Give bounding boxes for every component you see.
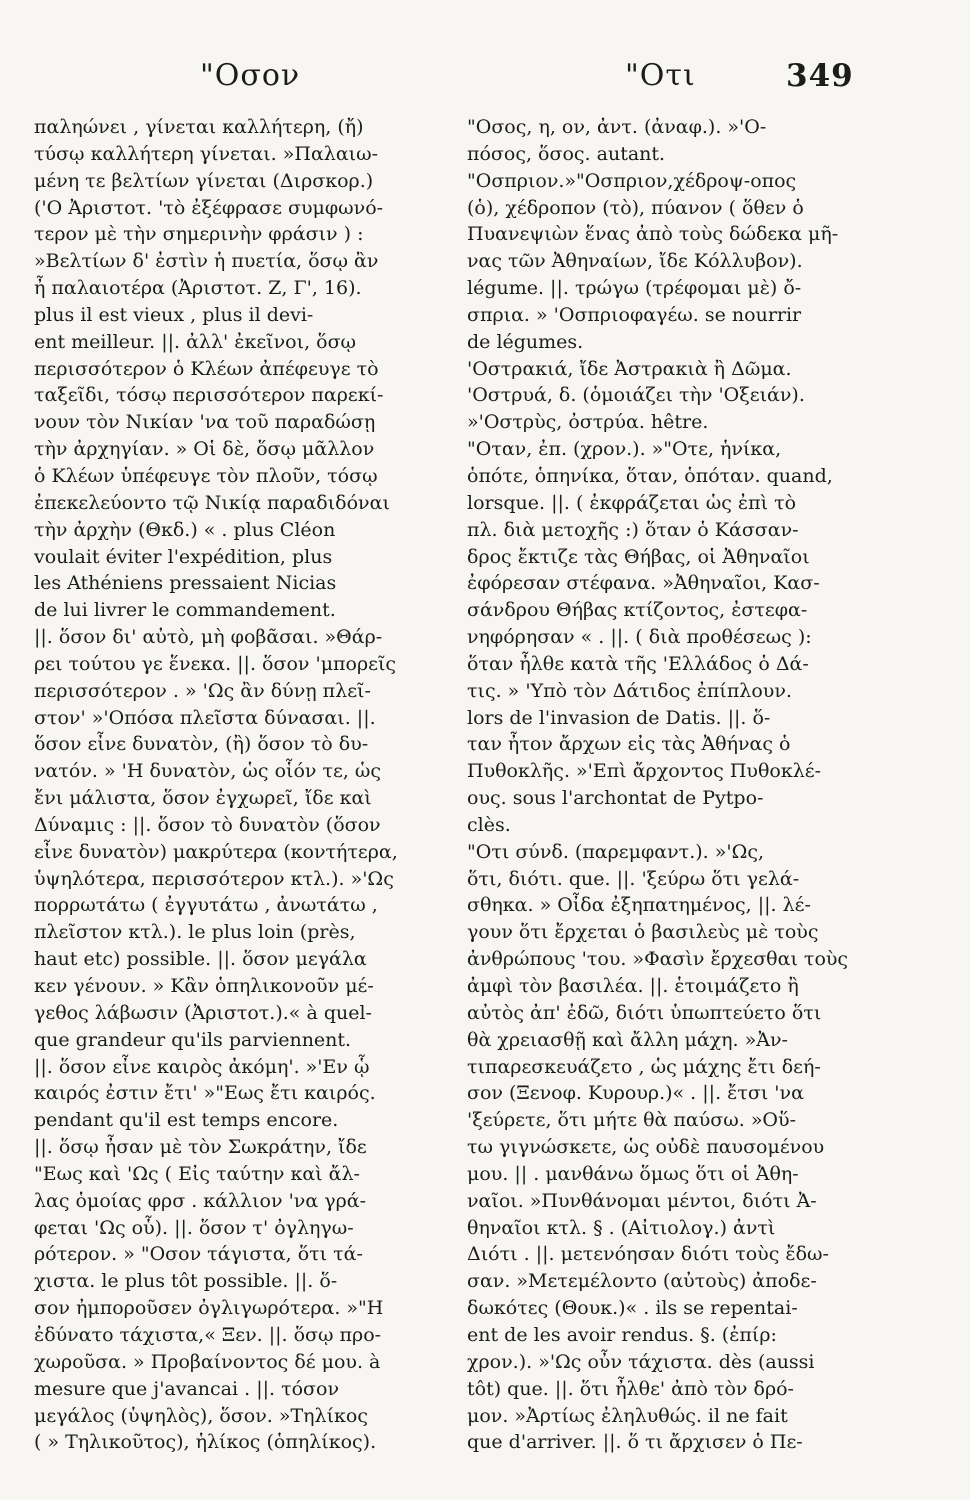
text-line: κεν γένουν. » Κἂν ὁπηλικονοῦν μέ- <box>34 975 374 997</box>
text-line: καιρός ἐστιν ἔτι' »"Εως ἔτι καιρός. <box>34 1082 376 1105</box>
text-line: de lui livrer le commandement. <box>34 599 336 622</box>
text-line: ους. sous l'archontat de Pytpo- <box>467 787 764 810</box>
text-line: pendant qu'il est temps encore. <box>34 1109 339 1132</box>
text-line: τὴν ἀρχηγίαν. » Οἱ δὲ, ὅσῳ μᾶλλον <box>34 438 375 461</box>
text-line: πορρωτάτω ( ἐγγυτάτω , ἀνωτάτω , <box>34 894 378 917</box>
text-line: φεται 'Ως οὗ). ||. ὅσον τ' ὀγληγω- <box>34 1216 354 1239</box>
text-line: clès. <box>467 813 511 836</box>
text-line: δωκότες (Θουκ.)« . ils se repentai- <box>467 1297 798 1320</box>
page-number: 349 <box>786 58 854 94</box>
right-column <box>467 114 859 1456</box>
text-line: tôt) que. ||. ὅτι ἦλθε' ἀπὸ τὸν δρό- <box>467 1377 794 1400</box>
text-line: ὁ Κλέων ὑπέφευγε τὸν πλοῦν, τόσῳ <box>34 464 378 487</box>
text-line: ἦ παλαιοτέρα (Ἀριστοτ. Ζ, Γ', 16). <box>34 277 362 300</box>
text-line: lors de l'invasion de Datis. ||. ὅ- <box>467 706 771 729</box>
text-line: τις. » 'Υπὸ τὸν Δάτιδος ἐπίπλουν. <box>467 679 792 702</box>
text-line: ent meilleur. ||. ἀλλ' ἐκεῖνοι, ὅσῳ <box>34 330 357 353</box>
text-line: νηφόρησαν « . ||. ( διὰ προθέσεως ): <box>467 626 812 649</box>
text-line: νουν τὸν Νικίαν 'να τοῦ παραδώσῃ <box>34 411 376 434</box>
text-line: ὑψηλότερα, περισσότερον κτλ.). »'Ως <box>34 867 394 890</box>
text-line: 'ξεύρετε, ὅτι μήτε θὰ παύσω. »Οὕ- <box>467 1109 796 1132</box>
text-line: νας τῶν Ἀθηναίων, ἴδε Κόλλυβον). <box>467 250 803 273</box>
text-line: haut etc) possible. ||. ὅσον μεγάλα <box>34 948 367 971</box>
text-line: σάνδρου Θήβας κτίζοντος, ἐστεφα- <box>467 599 808 622</box>
text-line: ὅσον εἶνε δυνατὸν, (ἢ) ὅσον τὸ δυ- <box>34 733 369 756</box>
text-line: τὴν ἀρχὴν (Θκδ.) « . plus Cléon <box>34 518 336 541</box>
text-line: les Athéniens pressaient Nicias <box>34 572 337 595</box>
text-line: πλεῖστον κτλ.). le plus loin (près, <box>34 921 356 944</box>
text-line: σαν. »Μετεμέλοντο (αὐτοὺς) ἀποδε- <box>467 1270 817 1293</box>
text-line: 'Οστρακιά, ἴδε Ἀστρακιὰ ἢ Δῶμα. <box>467 357 792 380</box>
text-line: μεγάλος (ὑψηλὸς), ὅσον. »Τηλίκος <box>34 1404 369 1427</box>
text-line: Πυθοκλῆς. »'Επὶ ἄρχοντος Πυθοκλέ- <box>467 760 822 783</box>
text-line: ἔνι μάλιστα, ὅσον ἐγχωρεῖ, ἴδε καὶ <box>34 787 372 810</box>
text-line: σπρια. » 'Οσπριοφαγέω. se nourrir <box>467 303 802 326</box>
left-running-headword: "Οσον <box>200 58 301 93</box>
text-line: mesure que j'avancai . ||. τόσον <box>34 1377 339 1400</box>
text-line: σθηκα. » Οἶδα ἐξηπατημένος, ||. λέ- <box>467 894 811 917</box>
text-line: ἐφόρεσαν στέφανα. »Ἀθηναῖοι, Κασ- <box>467 572 820 595</box>
text-line: »Βελτίων δ' ἐστὶν ἡ πυετία, ὅσῳ ἂν <box>34 250 379 273</box>
text-line: μένη τε βελτίων γίνεται (Διρσκορ.) <box>34 169 374 192</box>
text-line: περισσότερον . » 'Ως ἂν δύνῃ πλεῖ- <box>34 679 371 702</box>
text-line: θηναῖοι κτλ. § . (Αἰτιολογ.) ἀντὶ <box>467 1216 776 1239</box>
text-line: ρότερον. » "Οσον τάγιστα, ὅτι τά- <box>34 1243 363 1266</box>
text-line: μον. »Ἀρτίως ἐληλυθώς. il ne fait <box>467 1404 788 1427</box>
text-line: γουν ὅτι ἔρχεται ὁ βασιλεὺς μὲ τοὺς <box>467 921 819 944</box>
text-line: "Οταν, ἐπ. (χρον.). »"Οτε, ἡνίκα, <box>467 438 782 461</box>
text-line: αὐτὸς ἀπ' ἐδῶ, διότι ὑπωπτεύετο ὅτι <box>467 1001 822 1024</box>
text-line: lorsque. ||. ( ἐκφράζεται ὡς ἐπὶ τὸ <box>467 491 797 514</box>
text-line: (ὁ), χέδροπον (τὸ), πύανον ( ὅθεν ὁ <box>467 196 804 219</box>
text-line: voulait éviter l'expédition, plus <box>34 545 333 568</box>
text-line: ||. ὅσῳ ἦσαν μὲ τὸν Σωκράτην, ἴδε <box>34 1136 367 1159</box>
text-line: »'Οστρὺς, ὀστρύα. hêtre. <box>467 411 709 434</box>
text-line: de légumes. <box>467 330 584 353</box>
text-line: "Εως καὶ 'Ως ( Εἰς ταύτην καὶ ἄλ- <box>34 1162 360 1185</box>
text-line: légume. ||. τρώγω (τρέφομαι μὲ) ὄ- <box>467 277 802 300</box>
text-line: plus il est vieux , plus il devi- <box>34 303 314 326</box>
text-line: εἶνε δυνατὸν) μακρύτερα (κοντήτερα, <box>34 840 398 863</box>
text-line: que d'arriver. ||. ὅ τι ἄρχισεν ὁ Πε- <box>467 1431 803 1454</box>
text-line: "Οσος, η, ον, ἀντ. (ἀναφ.). »'Ο- <box>467 116 767 138</box>
text-line: ἐπεκελεύοντο τῷ Νικίᾳ παραδιδόναι <box>34 491 390 514</box>
text-line: ὅτι, διότι. que. ||. 'ξεύρω ὅτι γελά- <box>467 867 800 890</box>
text-line: τιπαρεσκευάζετο , ὡς μάχης ἔτι δεή- <box>467 1055 821 1078</box>
text-line: ναῖοι. »Πυνθάνομαι μέντοι, διότι Ἀ- <box>467 1189 817 1212</box>
text-line: ταν ἦτον ἄρχων εἰς τὰς Ἀθήνας ὁ <box>467 733 791 756</box>
text-line: νατόν. » 'Η δυνατὸν, ὡς οἷόν τε, ὡς <box>34 760 382 783</box>
text-line: χρον.). »'Ως οὖν τάχιστα. dès (aussi <box>467 1350 815 1373</box>
text-line: δρος ἔκτιζε τὰς Θήβας, οἱ Ἀθηναῖοι <box>467 545 810 568</box>
text-line: τερον μὲ τὴν σημερινὴν φράσιν ) : <box>34 223 364 246</box>
text-line: ἀνθρώπους 'του. »Φασὶν ἔρχεσθαι τοὺς <box>467 948 849 971</box>
text-line: τύσῳ καλλήτερη γίνεται. »Παλαιω- <box>34 142 379 165</box>
text-line: σον ἠμποροῦσεν ὀγλιγωρότερα. »"Η <box>34 1297 384 1320</box>
text-line: ( » Τηλικοῦτος), ἡλίκος (ὁπηλίκος). <box>34 1431 377 1454</box>
text-line: ||. ὅσον εἶνε καιρὸς ἀκόμη'. »'Εν ᾧ <box>34 1055 370 1078</box>
text-line: Διότι . ||. μετενόησαν διότι τοὺς ἔδω- <box>467 1243 829 1266</box>
text-line: "Οσπριον.»"Οσπριον,χέδροψ-οπος <box>467 169 797 192</box>
text-line: ρει τούτου γε ἕνεκα. ||. ὅσον 'μπορεῖς <box>34 652 397 675</box>
text-line: χωροῦσα. » Προβαίνοντος δέ μου. à <box>34 1350 381 1373</box>
page-header <box>0 58 970 98</box>
text-line: ent de les avoir rendus. §. (ἐπίρ: <box>467 1323 777 1346</box>
text-line: χιστα. le plus tôt possible. ||. ὅ- <box>34 1270 338 1293</box>
text-line: Δύναμις : ||. ὅσον τὸ δυνατὸν (ὅσον <box>34 813 381 836</box>
text-line: ('Ο Ἀριστοτ. 'τὸ ἐξέφρασε συμφωνό- <box>34 196 384 219</box>
text-line: περισσότερον ὁ Κλέων ἀπέφευγε τὸ <box>34 357 379 380</box>
text-line: τω γιγνώσκετε, ὡς οὐδὲ παυσομένου <box>467 1136 825 1159</box>
text-line: que grandeur qu'ils parviennent. <box>34 1028 352 1051</box>
text-line: "Οτι σύνδ. (παρεμφαντ.). »'Ως, <box>467 840 765 863</box>
text-line: λας ὁμοίας φρσ . κάλλιον 'να γρά- <box>34 1189 366 1212</box>
text-line: Πυανεψιὼν ἕνας ἀπὸ τοὺς δώδεκα μῆ- <box>467 223 839 246</box>
text-line: ταξεῖδι, τόσῳ περισσότερον παρεκί- <box>34 384 384 407</box>
text-line: στον' »'Οπόσα πλεῖστα δύνασαι. ||. <box>34 706 376 729</box>
text-line: παληώνει , γίνεται καλλήτερη, (ἤ) <box>34 116 364 138</box>
right-running-headword: "Οτι <box>625 58 696 93</box>
text-line: ὅταν ἦλθε κατὰ τῆς 'Ελλάδος ὁ Δά- <box>467 652 809 675</box>
left-column <box>34 114 442 1456</box>
text-line: ὁπότε, ὁπηνίκα, ὅταν, ὁπόταν. quand, <box>467 464 833 487</box>
text-line: ἀμφὶ τὸν βασιλέα. ||. ἑτοιμάζετο ἢ <box>467 975 799 997</box>
text-line: θὰ χρειασθῇ καὶ ἄλλη μάχη. »Ἀν- <box>467 1028 788 1051</box>
text-line: ἐδύνατο τάχιστα,« Ξεν. ||. ὅσῳ προ- <box>34 1323 382 1346</box>
text-line: πλ. διὰ μετοχῆς :) ὅταν ὁ Κάσσαν- <box>467 518 799 541</box>
text-line: 'Οστρυά, δ. (ὁμοιάζει τὴν 'Οξειάν). <box>467 384 805 407</box>
text-line: ||. ὅσον δι' αὐτὸ, μὴ φοβᾶσαι. »Θάρ- <box>34 626 383 649</box>
text-line: σον (Ξενοφ. Κυρουρ.)« . ||. ἔτσι 'να <box>467 1082 804 1105</box>
text-line: μου. || . μανθάνω ὅμως ὅτι οἱ Ἀθη- <box>467 1162 799 1185</box>
text-line: γεθος λάβωσιν (Ἀριστοτ.).« à quel- <box>34 1001 372 1024</box>
text-line: πόσος, ὅσος. autant. <box>467 142 666 165</box>
